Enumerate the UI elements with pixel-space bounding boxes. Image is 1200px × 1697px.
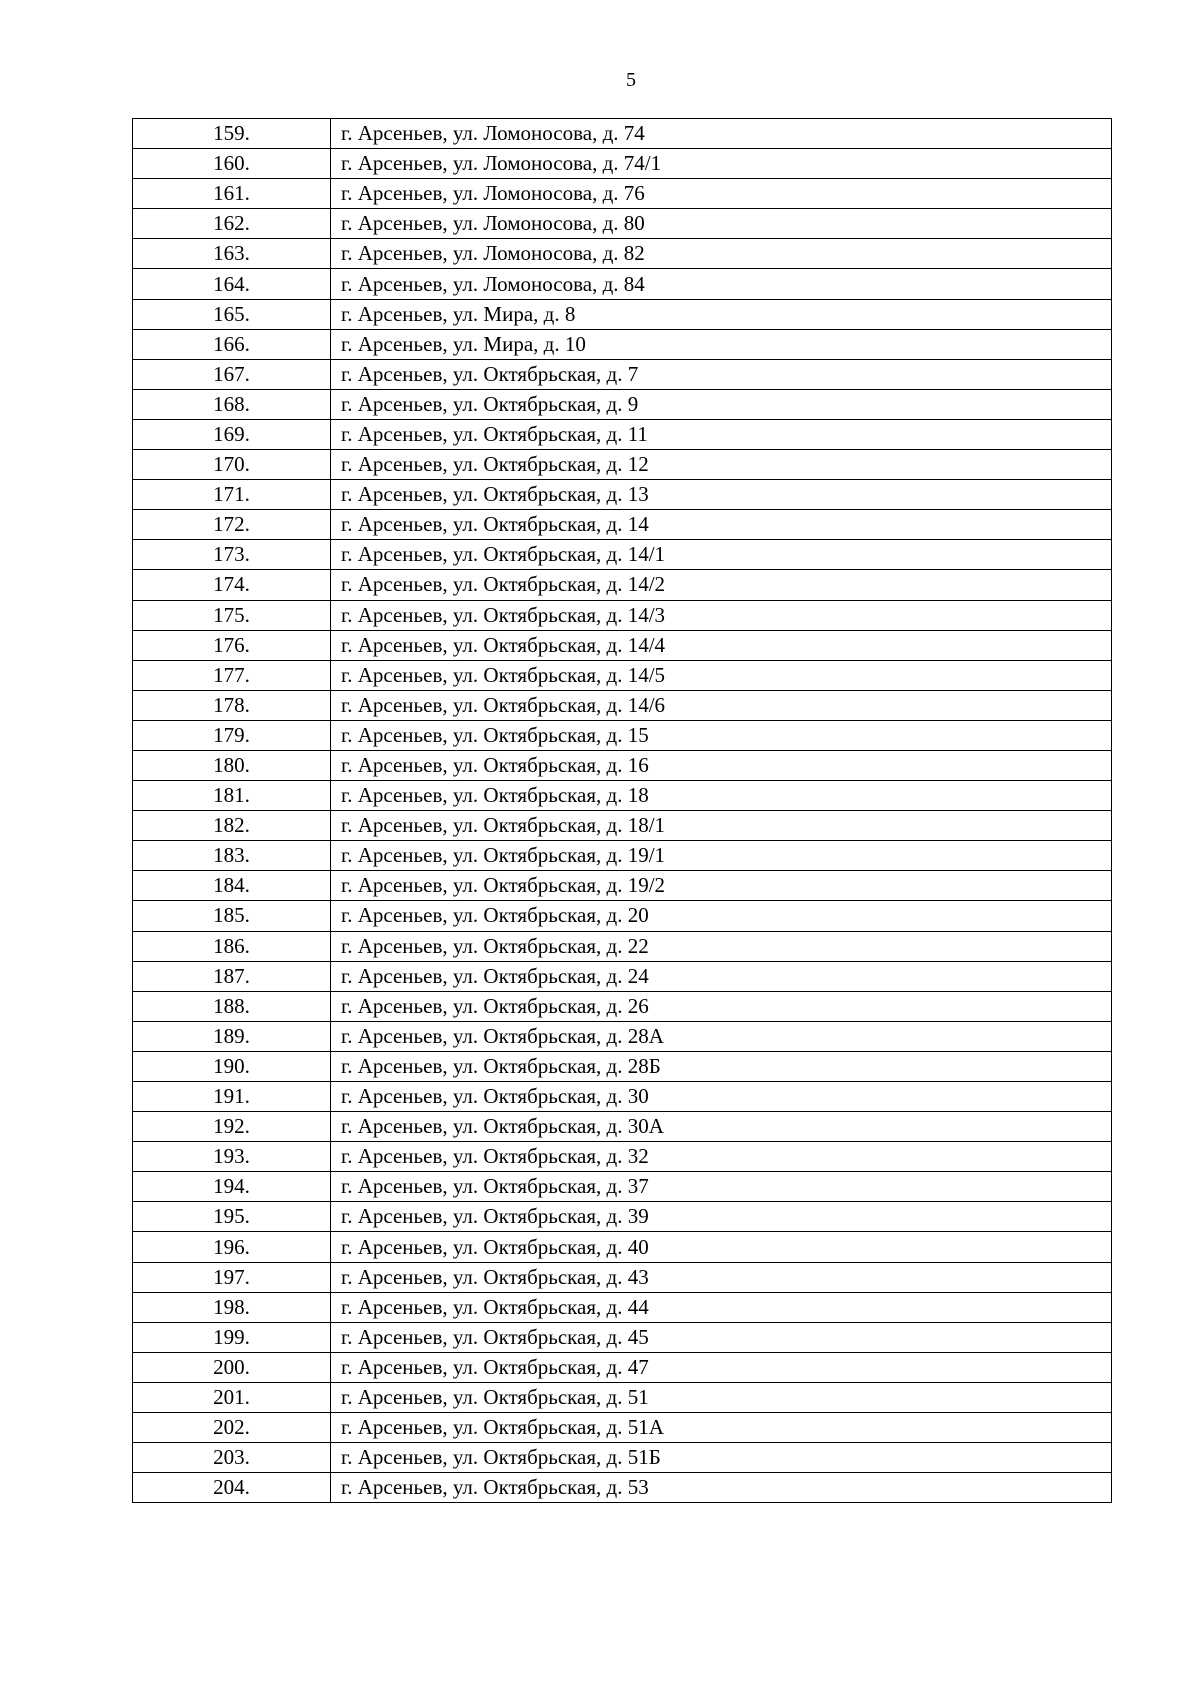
address-cell: г. Арсеньев, ул. Октябрьская, д. 43 [331, 1262, 1112, 1292]
address-cell: г. Арсеньев, ул. Октябрьская, д. 26 [331, 991, 1112, 1021]
row-number-cell: 182. [133, 811, 331, 841]
address-cell: г. Арсеньев, ул. Октябрьская, д. 24 [331, 961, 1112, 991]
address-cell: г. Арсеньев, ул. Октябрьская, д. 20 [331, 901, 1112, 931]
address-cell: г. Арсеньев, ул. Октябрьская, д. 14 [331, 510, 1112, 540]
table-row [133, 419, 1112, 449]
table-row [133, 1443, 1112, 1473]
table-row [133, 389, 1112, 419]
row-number-cell: 191. [133, 1082, 331, 1112]
table-row [133, 269, 1112, 299]
row-number-cell: 165. [133, 299, 331, 329]
address-cell: г. Арсеньев, ул. Октябрьская, д. 14/2 [331, 570, 1112, 600]
table-row [133, 1112, 1112, 1142]
row-number-cell: 187. [133, 961, 331, 991]
row-number-cell: 195. [133, 1202, 331, 1232]
address-cell: г. Арсеньев, ул. Октябрьская, д. 19/2 [331, 871, 1112, 901]
row-number-cell: 177. [133, 660, 331, 690]
table-row [133, 931, 1112, 961]
row-number-cell: 200. [133, 1352, 331, 1382]
table-row [133, 179, 1112, 209]
address-cell: г. Арсеньев, ул. Октябрьская, д. 14/5 [331, 660, 1112, 690]
row-number-cell: 202. [133, 1413, 331, 1443]
row-number-cell: 190. [133, 1051, 331, 1081]
row-number-cell: 163. [133, 239, 331, 269]
row-number-cell: 167. [133, 359, 331, 389]
row-number-cell: 173. [133, 540, 331, 570]
table-row [133, 510, 1112, 540]
address-cell: г. Арсеньев, ул. Октябрьская, д. 32 [331, 1142, 1112, 1172]
row-number-cell: 174. [133, 570, 331, 600]
table-row [133, 1021, 1112, 1051]
address-cell: г. Арсеньев, ул. Октябрьская, д. 16 [331, 750, 1112, 780]
address-cell: г. Арсеньев, ул. Октябрьская, д. 37 [331, 1172, 1112, 1202]
address-cell: г. Арсеньев, ул. Октябрьская, д. 51Б [331, 1443, 1112, 1473]
row-number-cell: 169. [133, 419, 331, 449]
address-cell: г. Арсеньев, ул. Октябрьская, д. 44 [331, 1292, 1112, 1322]
table-row [133, 1172, 1112, 1202]
address-cell: г. Арсеньев, ул. Ломоносова, д. 82 [331, 239, 1112, 269]
table-row [133, 329, 1112, 359]
address-cell: г. Арсеньев, ул. Октябрьская, д. 14/1 [331, 540, 1112, 570]
row-number-cell: 164. [133, 269, 331, 299]
address-cell: г. Арсеньев, ул. Октябрьская, д. 13 [331, 480, 1112, 510]
table-row [133, 991, 1112, 1021]
row-number-cell: 170. [133, 450, 331, 480]
row-number-cell: 179. [133, 720, 331, 750]
table-row [133, 1262, 1112, 1292]
row-number-cell: 197. [133, 1262, 331, 1292]
address-cell: г. Арсеньев, ул. Октябрьская, д. 30 [331, 1082, 1112, 1112]
address-cell: г. Арсеньев, ул. Октябрьская, д. 28Б [331, 1051, 1112, 1081]
table-row [133, 630, 1112, 660]
address-cell: г. Арсеньев, ул. Октябрьская, д. 14/4 [331, 630, 1112, 660]
table-row [133, 781, 1112, 811]
table-row [133, 1352, 1112, 1382]
address-cell: г. Арсеньев, ул. Октябрьская, д. 51А [331, 1413, 1112, 1443]
table-row [133, 1142, 1112, 1172]
address-cell: г. Арсеньев, ул. Ломоносова, д. 76 [331, 179, 1112, 209]
address-cell: г. Арсеньев, ул. Октябрьская, д. 47 [331, 1352, 1112, 1382]
address-cell: г. Арсеньев, ул. Октябрьская, д. 22 [331, 931, 1112, 961]
row-number-cell: 201. [133, 1382, 331, 1412]
address-table [132, 118, 1112, 1503]
row-number-cell: 168. [133, 389, 331, 419]
table-row [133, 570, 1112, 600]
table-row [133, 299, 1112, 329]
table-row [133, 1473, 1112, 1503]
table-row [133, 690, 1112, 720]
table-row [133, 720, 1112, 750]
address-cell: г. Арсеньев, ул. Октябрьская, д. 30А [331, 1112, 1112, 1142]
address-cell: г. Арсеньев, ул. Октябрьская, д. 9 [331, 389, 1112, 419]
address-cell: г. Арсеньев, ул. Октябрьская, д. 53 [331, 1473, 1112, 1503]
address-cell: г. Арсеньев, ул. Ломоносова, д. 74 [331, 119, 1112, 149]
row-number-cell: 175. [133, 600, 331, 630]
row-number-cell: 166. [133, 329, 331, 359]
address-cell: г. Арсеньев, ул. Октябрьская, д. 12 [331, 450, 1112, 480]
row-number-cell: 171. [133, 480, 331, 510]
address-cell: г. Арсеньев, ул. Октябрьская, д. 51 [331, 1382, 1112, 1412]
address-cell: г. Арсеньев, ул. Октябрьская, д. 19/1 [331, 841, 1112, 871]
address-cell: г. Арсеньев, ул. Октябрьская, д. 15 [331, 720, 1112, 750]
table-row [133, 871, 1112, 901]
row-number-cell: 160. [133, 149, 331, 179]
table-row [133, 119, 1112, 149]
table-row [133, 1082, 1112, 1112]
row-number-cell: 194. [133, 1172, 331, 1202]
table-row [133, 961, 1112, 991]
row-number-cell: 162. [133, 209, 331, 239]
table-row [133, 1051, 1112, 1081]
row-number-cell: 198. [133, 1292, 331, 1322]
address-cell: г. Арсеньев, ул. Октябрьская, д. 14/6 [331, 690, 1112, 720]
table-row [133, 1202, 1112, 1232]
table-row [133, 540, 1112, 570]
row-number-cell: 184. [133, 871, 331, 901]
table-row [133, 841, 1112, 871]
row-number-cell: 180. [133, 750, 331, 780]
table-row [133, 209, 1112, 239]
row-number-cell: 178. [133, 690, 331, 720]
row-number-cell: 181. [133, 781, 331, 811]
address-cell: г. Арсеньев, ул. Ломоносова, д. 74/1 [331, 149, 1112, 179]
row-number-cell: 161. [133, 179, 331, 209]
row-number-cell: 186. [133, 931, 331, 961]
row-number-cell: 176. [133, 630, 331, 660]
table-row [133, 750, 1112, 780]
table-row [133, 480, 1112, 510]
table-row [133, 660, 1112, 690]
address-cell: г. Арсеньев, ул. Октябрьская, д. 18/1 [331, 811, 1112, 841]
address-cell: г. Арсеньев, ул. Октябрьская, д. 40 [331, 1232, 1112, 1262]
row-number-cell: 188. [133, 991, 331, 1021]
row-number-cell: 172. [133, 510, 331, 540]
row-number-cell: 193. [133, 1142, 331, 1172]
address-cell: г. Арсеньев, ул. Октябрьская, д. 28А [331, 1021, 1112, 1051]
row-number-cell: 196. [133, 1232, 331, 1262]
table-row [133, 1413, 1112, 1443]
row-number-cell: 185. [133, 901, 331, 931]
table-row [133, 1382, 1112, 1412]
row-number-cell: 199. [133, 1322, 331, 1352]
table-row [133, 1322, 1112, 1352]
table-row [133, 450, 1112, 480]
address-cell: г. Арсеньев, ул. Ломоносова, д. 80 [331, 209, 1112, 239]
row-number-cell: 183. [133, 841, 331, 871]
table-row [133, 149, 1112, 179]
table-row [133, 600, 1112, 630]
address-cell: г. Арсеньев, ул. Октябрьская, д. 14/3 [331, 600, 1112, 630]
address-cell: г. Арсеньев, ул. Мира, д. 8 [331, 299, 1112, 329]
row-number-cell: 192. [133, 1112, 331, 1142]
row-number-cell: 204. [133, 1473, 331, 1503]
table-row [133, 239, 1112, 269]
table-row [133, 811, 1112, 841]
address-table-body [133, 119, 1112, 1503]
address-cell: г. Арсеньев, ул. Октябрьская, д. 11 [331, 419, 1112, 449]
page-number: 5 [626, 69, 636, 91]
address-cell: г. Арсеньев, ул. Октябрьская, д. 18 [331, 781, 1112, 811]
row-number-cell: 203. [133, 1443, 331, 1473]
address-cell: г. Арсеньев, ул. Октябрьская, д. 7 [331, 359, 1112, 389]
row-number-cell: 189. [133, 1021, 331, 1051]
address-cell: г. Арсеньев, ул. Октябрьская, д. 45 [331, 1322, 1112, 1352]
address-cell: г. Арсеньев, ул. Ломоносова, д. 84 [331, 269, 1112, 299]
address-cell: г. Арсеньев, ул. Мира, д. 10 [331, 329, 1112, 359]
table-row [133, 359, 1112, 389]
row-number-cell: 159. [133, 119, 331, 149]
table-row [133, 901, 1112, 931]
table-row [133, 1232, 1112, 1262]
address-cell: г. Арсеньев, ул. Октябрьская, д. 39 [331, 1202, 1112, 1232]
table-row [133, 1292, 1112, 1322]
